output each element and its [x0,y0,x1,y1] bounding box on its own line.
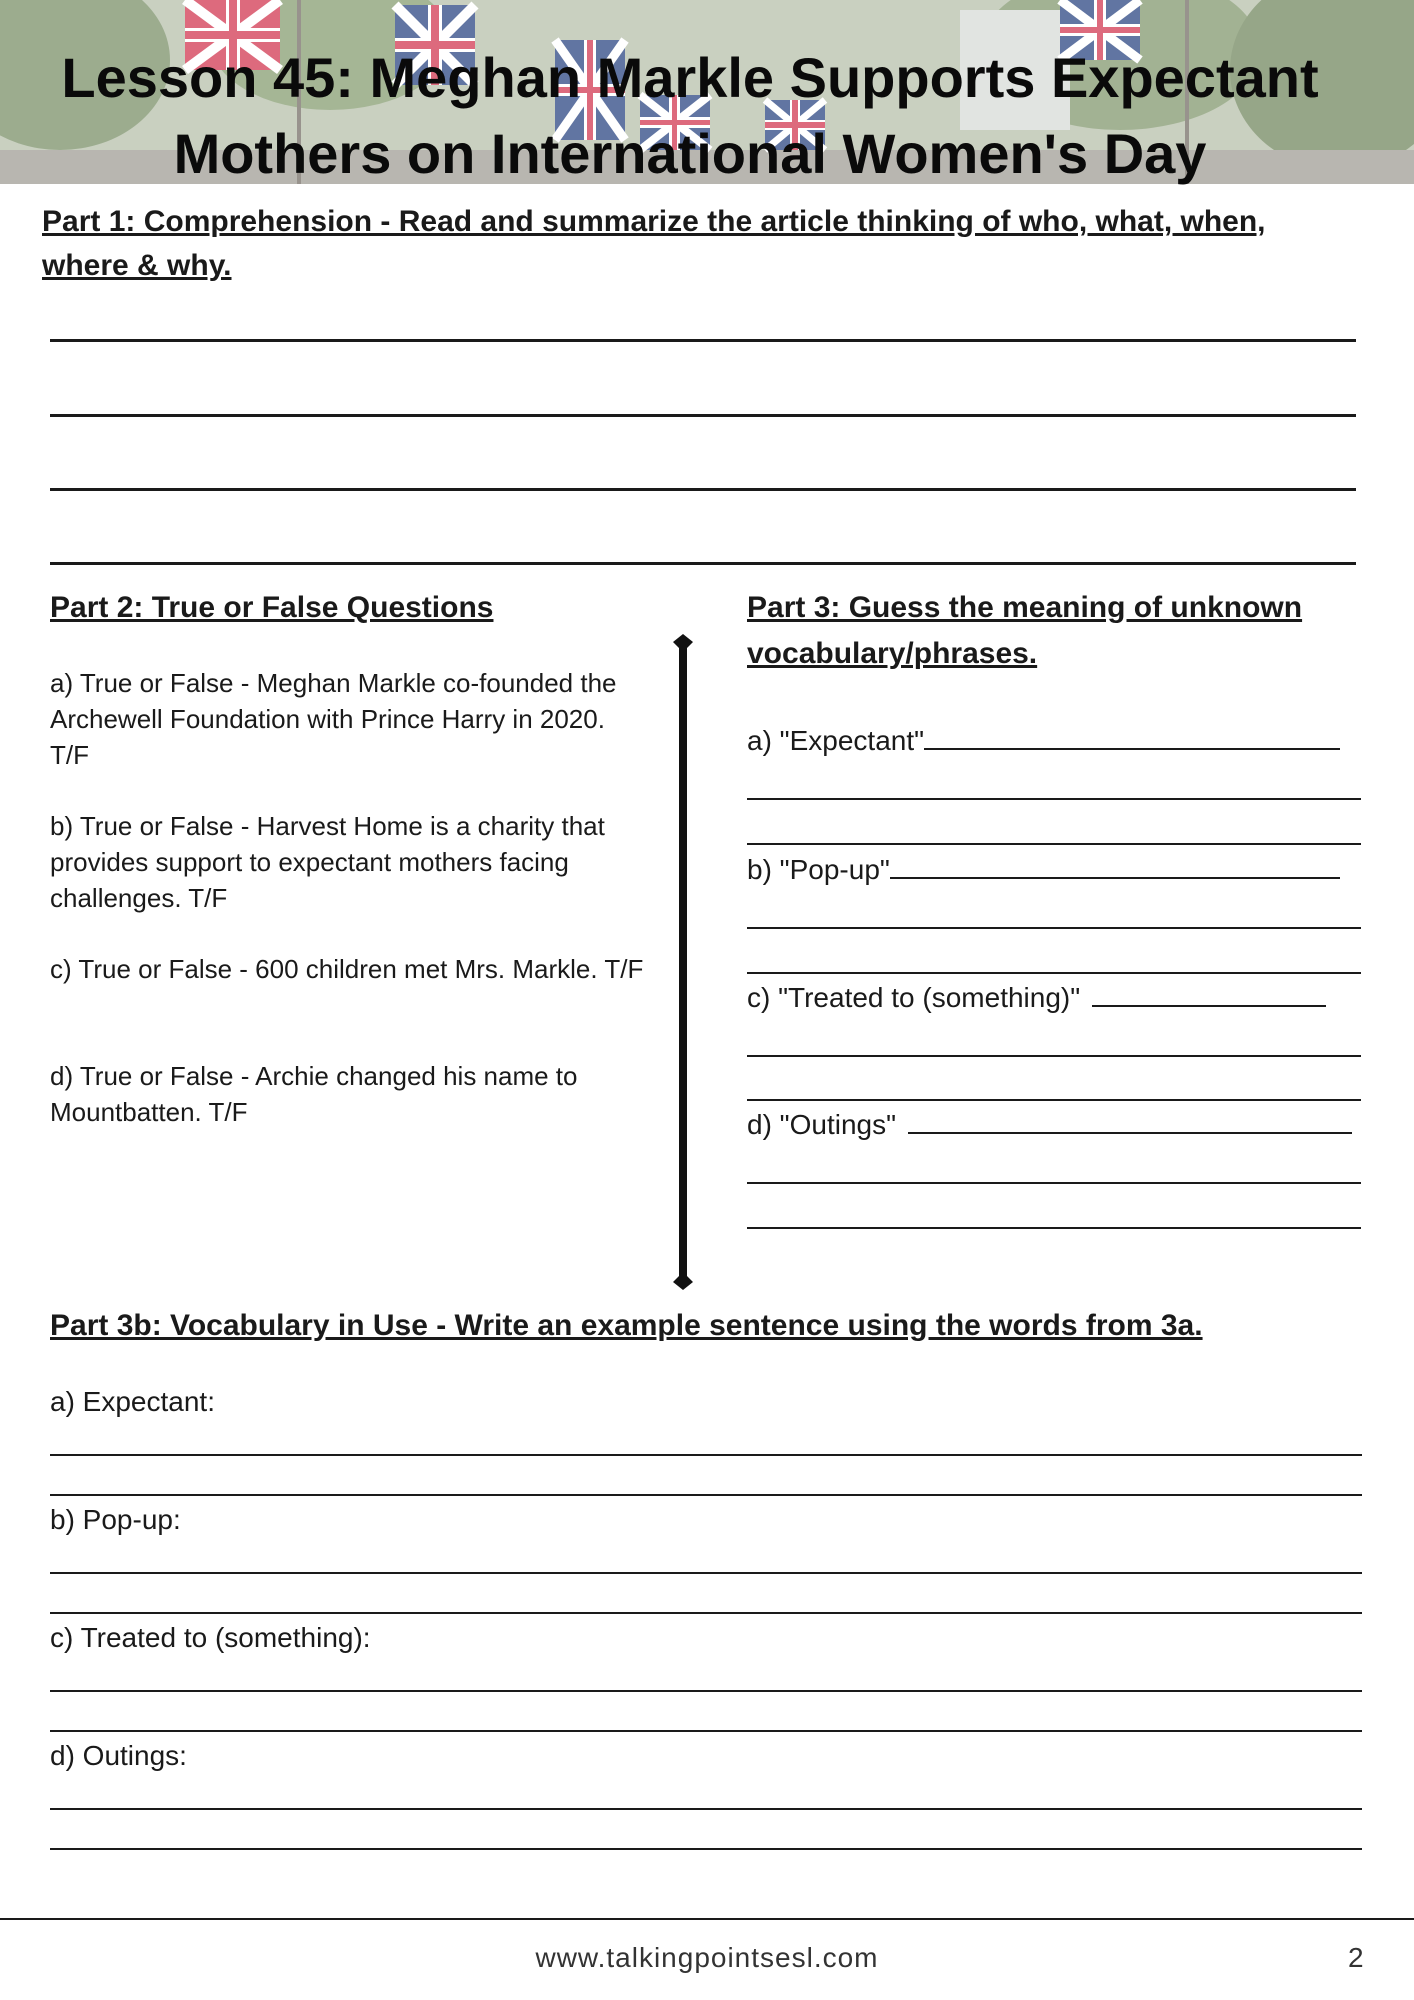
sentence-line[interactable] [50,1808,1362,1810]
true-false-question: a) True or False - Meghan Markle co-founded the Archewell Foundation with Prince Harry in 2020. T/F [50,668,617,770]
sentence-line[interactable] [50,1730,1362,1732]
answer-line[interactable] [747,927,1361,929]
vocab-term: c) "Treated to (something)" [747,982,1081,1013]
true-false-question: d) True or False - Archie changed his name to Mountbatten. T/F [50,1061,578,1127]
sentence-line[interactable] [50,1494,1362,1496]
summary-line[interactable] [50,414,1356,417]
part3-heading: Part 3: Guess the meaning of unknown vocabulary/phrases. [747,591,1303,670]
sentence-line[interactable] [50,1454,1362,1456]
answer-line[interactable] [747,1055,1361,1057]
sentence-line[interactable] [50,1612,1362,1614]
answer-line[interactable] [747,1227,1361,1229]
answer-line[interactable] [1092,1001,1326,1007]
answer-line[interactable] [924,744,1340,750]
summary-line[interactable] [50,562,1356,565]
answer-line[interactable] [747,972,1361,974]
answer-line[interactable] [747,843,1361,845]
lesson-title: Lesson 45: Meghan Markle Supports Expectant Mothers on International Women's Day [61,46,1319,185]
footer-url: www.talkingpointsesl.com [535,1942,879,1973]
part2-heading: Part 2: True or False Questions [50,591,494,624]
sentence-line[interactable] [50,1572,1362,1574]
vocab-item [747,980,1361,1016]
part1-heading: Part 1: Comprehension - Read and summarize the article thinking of who, what, when, where & why. [42,205,1266,282]
true-false-question: b) True or False - Harvest Home is a charity that provides support to expectant mothers facing challenges. T/F [50,811,605,913]
answer-line[interactable] [890,873,1340,879]
true-false-question: c) True or False - 600 children met Mrs. Markle. T/F [50,954,644,984]
answer-line[interactable] [747,1099,1361,1101]
footer-divider [0,1918,1414,1920]
use-item-label: c) Treated to (something): [50,1622,371,1653]
summary-line[interactable] [50,339,1356,342]
use-item-label: d) Outings: [50,1740,187,1771]
sentence-line[interactable] [50,1848,1362,1850]
part3b-heading: Part 3b: Vocabulary in Use - Write an example sentence using the words from 3a. [50,1309,1203,1342]
vocab-item [747,852,1361,888]
vocab-item [747,1107,1361,1143]
answer-line[interactable] [747,1182,1361,1184]
answer-line[interactable] [747,798,1361,800]
vocab-term: b) "Pop-up" [747,854,890,885]
column-divider [672,634,694,1290]
sentence-line[interactable] [50,1690,1362,1692]
part3-section [747,585,1361,1140]
vocab-item [747,723,1361,759]
summary-line[interactable] [50,488,1356,491]
use-item-label: a) Expectant: [50,1386,215,1417]
use-item-label: b) Pop-up: [50,1504,181,1535]
answer-line[interactable] [908,1128,1352,1134]
vocab-term: a) "Expectant" [747,725,925,756]
part2-section [50,585,650,1127]
page-number: 2 [1348,1942,1364,1973]
vocab-term: d) "Outings" [747,1109,897,1140]
